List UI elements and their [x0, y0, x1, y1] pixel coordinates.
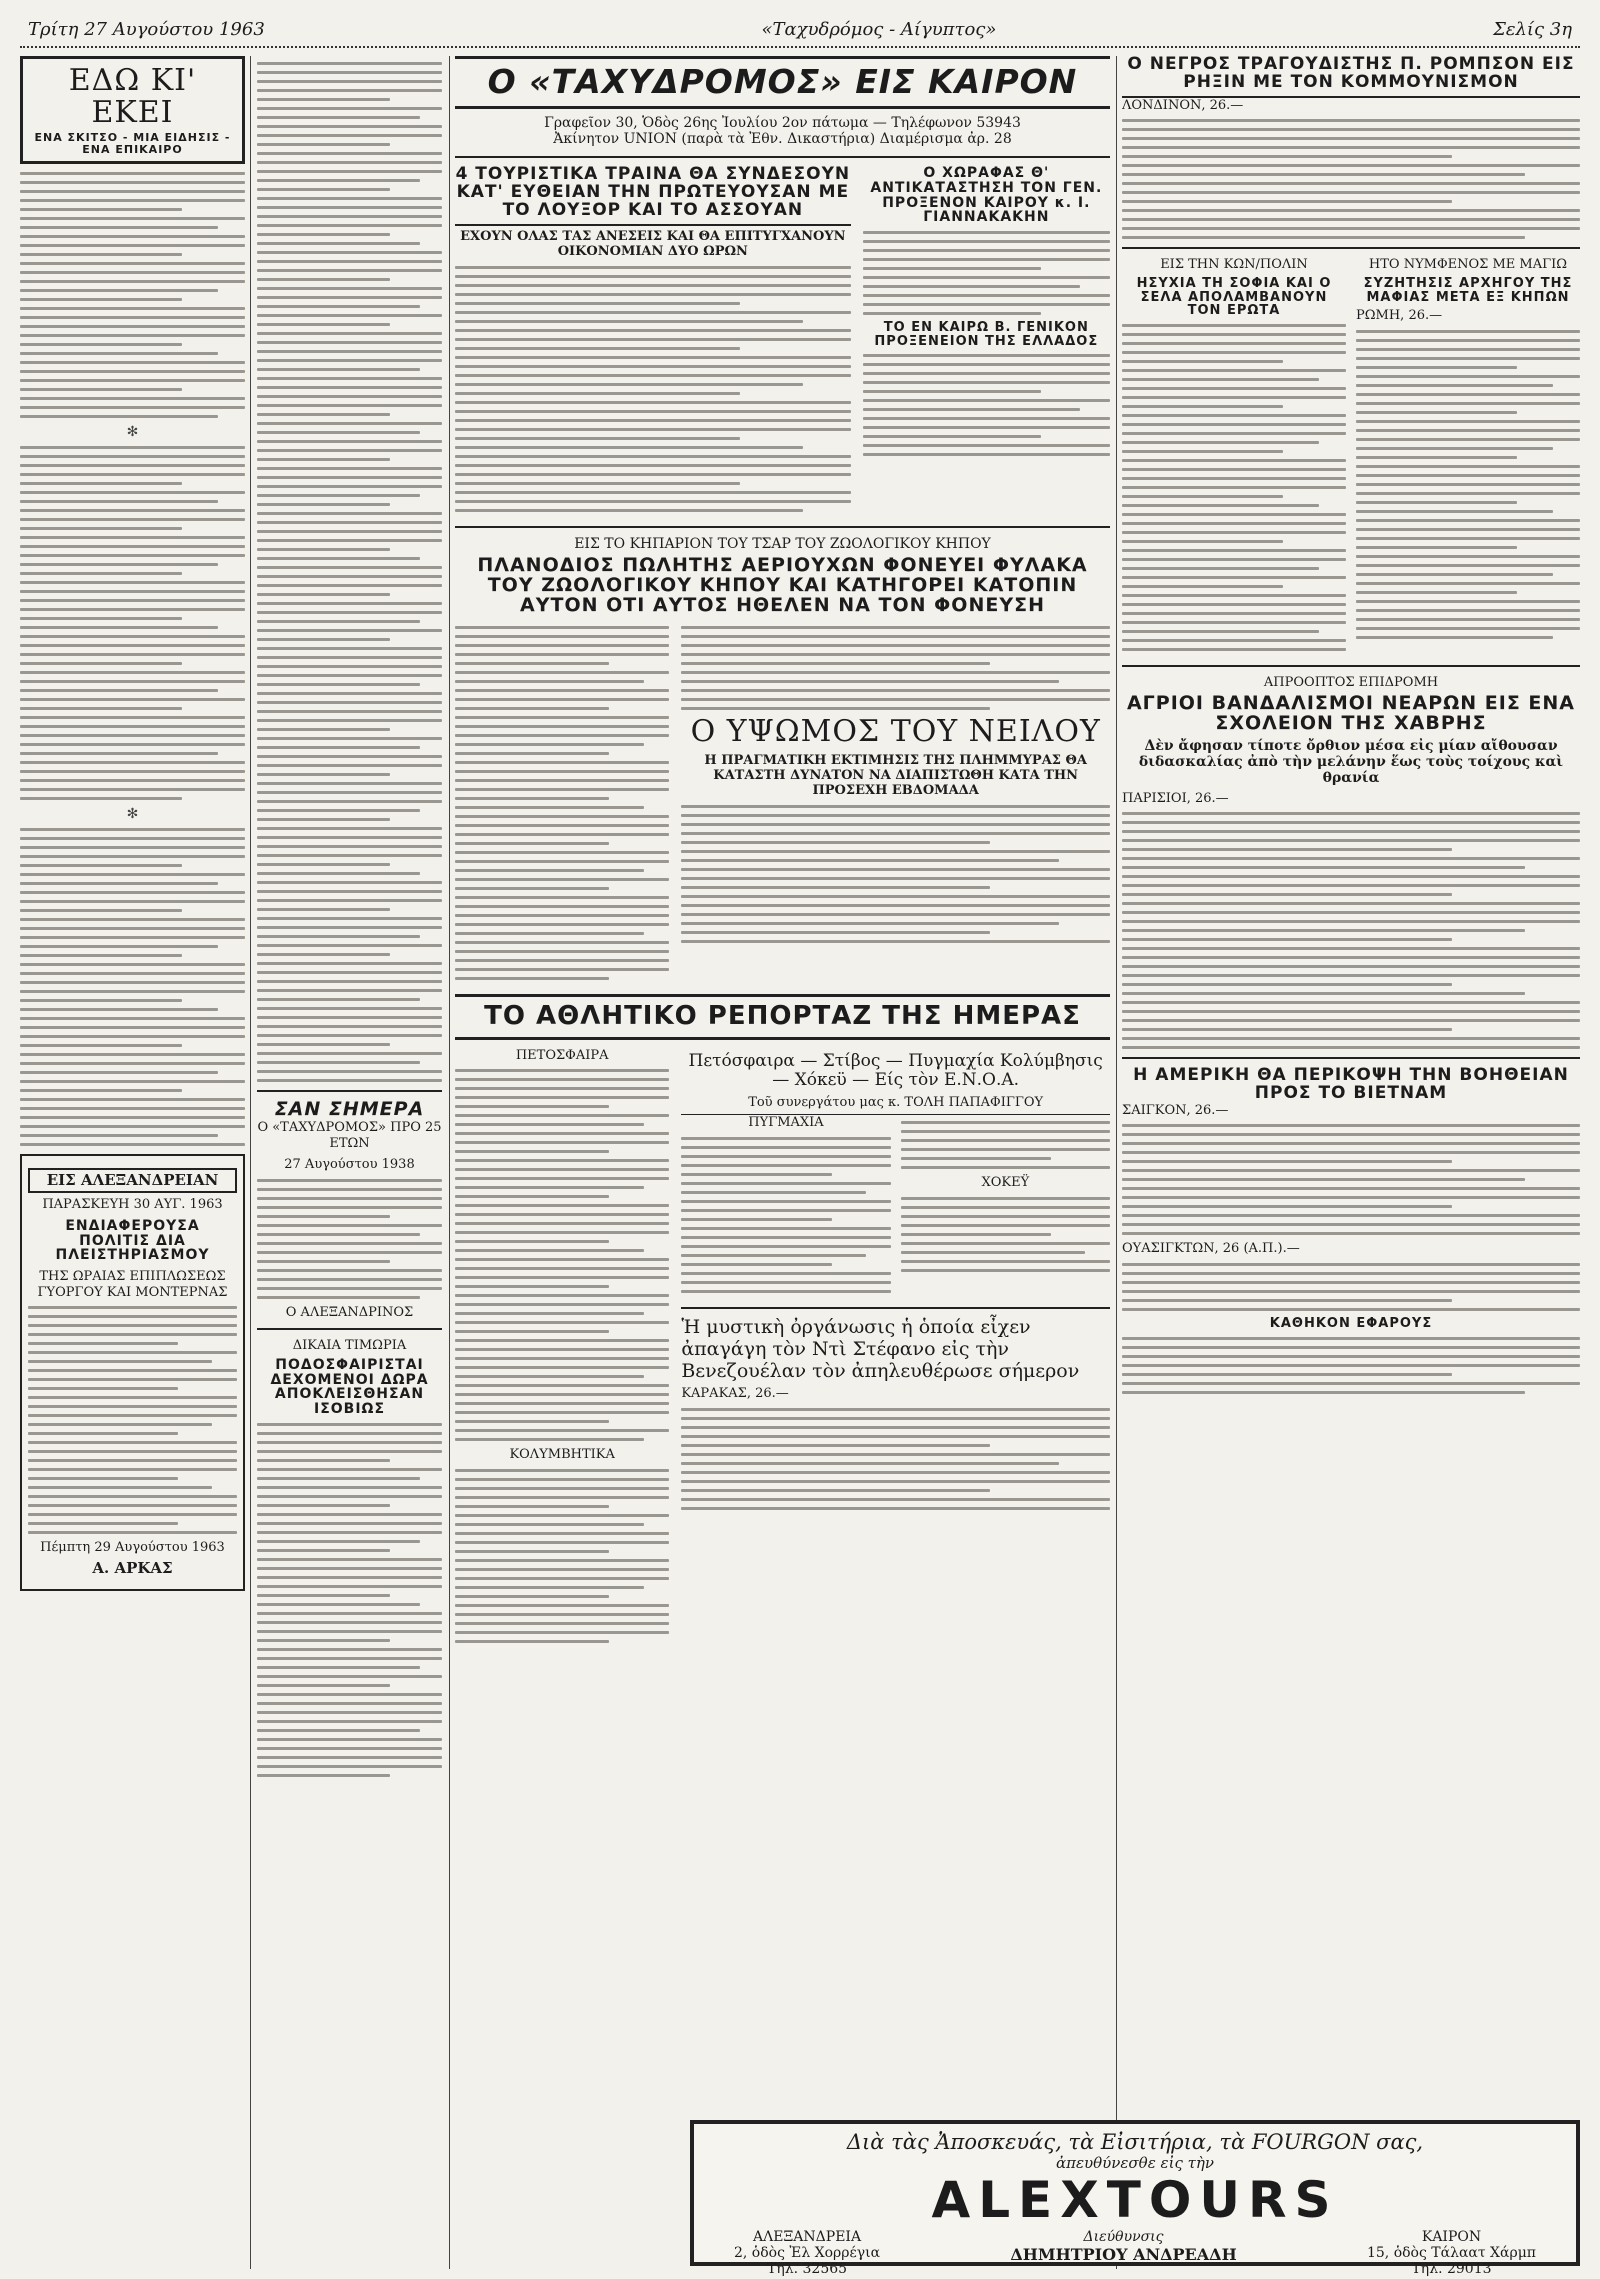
sport-boxing-label: ΠΥΓΜΑΧΙΑ — [748, 1115, 824, 1131]
today-signature: Ο ΑΛΕΞΑΝΔΡΙΝΟΣ — [285, 1304, 414, 1320]
sport-swim: ΚΟΛΥΜΒΗΤΙΚΑ — [509, 1447, 615, 1463]
robeson-place: ΛΟΝΔΙΝΟΝ, 26.— — [1122, 97, 1244, 113]
ad-right-phone: Τηλ. 29013 — [1411, 2260, 1492, 2277]
today-subtitle: Ο «ΤΑΧΥΔΡΟΜΟΣ» ΠΡΟ 25 ΕΤΩΝ — [257, 1119, 442, 1151]
nile-subtitle: Η ΠΡΑΓΜΑΤΙΚΗ ΕΚΤΙΜΗΣΙΣ ΤΗΣ ΠΛΗΜΜΥΡΑΣ ΘΑ ΚΑΤΑΣΤΗ ΔΥΝΑΤΟΝ ΝΑ ΔΙΑΠΙΣΤΩΘΗ ΚΑΤΑ ΤΗΝ ΠΡΟΣΕΧΗ ΕΒΔΟΜΑΔΑ — [704, 752, 1087, 798]
zoo-body-2 — [681, 626, 1110, 710]
lead-article — [455, 166, 851, 517]
auction-body — [28, 1306, 237, 1534]
consulate-body — [863, 354, 1110, 456]
issue-date: Τρίτη 27 Αυγούστου 1963 — [20, 19, 273, 40]
office-address: Γραφεῖον 30, Ὁδὸς 26ης Ἰουλίου 2ον πάτωμα — Τηλέφωνον 53943 — [544, 114, 1021, 131]
washington-place: ΟΥΑΣΙΓΚΤΩΝ, 26 (Α.Π.).— — [1122, 1241, 1300, 1257]
column-rule — [250, 56, 251, 2269]
attack-kicker: ΑΠΡΟΟΠΤΟΣ ΕΠΙΔΡΟΜΗ — [1263, 674, 1439, 690]
kpoli-kicker: ΕΙΣ ΤΗΝ ΚΩΝ/ΠΟΛΙΝ — [1160, 257, 1308, 273]
sport-body-2 — [455, 1469, 669, 1643]
mafia-body — [1356, 330, 1580, 639]
ad-right-city: ΚΑΙΡΟΝ — [1421, 2228, 1482, 2245]
separator-star: ✻ — [126, 806, 139, 823]
column-rule — [1116, 56, 1117, 2269]
divider — [681, 1307, 1110, 1309]
duty-body — [1122, 1337, 1580, 1394]
paper-name: «Ταχυδρόμος - Αίγυπτος» — [753, 19, 1004, 40]
divider — [1122, 247, 1580, 249]
column-rule — [449, 56, 450, 2269]
ad-line-1: Διὰ τὰς Ἀποσκευάς, τὰ Εἰσιτήρια, τὰ FOURGON σας, — [846, 2130, 1424, 2154]
sport-hockey — [901, 1115, 1110, 1299]
sport-body — [455, 1069, 669, 1441]
justice-body — [257, 1423, 442, 1777]
venezuela-place: ΚΑΡΑΚΑΣ, 26.— — [681, 1386, 789, 1402]
auction-date-2: Πέμπτη 29 Αυγούστου 1963 — [40, 1540, 225, 1556]
robeson-title: Ο ΝΕΓΡΟΣ ΤΡΑΓΟΥΔΙΣΤΗΣ Π. ΡΟΜΠΣΟΝ ΕΙΣ ΡΗΞΙΝ ΜΕ ΤΟΝ ΚΟΜΜΟΥΝΙΣΜΟΝ — [1122, 56, 1580, 98]
lead-row — [455, 166, 1110, 517]
venezuela-body — [681, 1408, 1110, 1510]
office-address-2: Ἀκίνητον UNION (παρὰ τὰ Ἐθν. Δικαστήρια) Διαμέρισμα ἀρ. 28 — [553, 131, 1012, 148]
column-2 — [257, 56, 442, 2269]
auction-venue: ΤΗΣ ΩΡΑΙΑΣ ΕΠΙΠΛΩΣΕΩΣ ΓΥΟΡΓΟΥ ΚΑΙ ΜΟΝΤΕΡΝΑΣ — [37, 1269, 228, 1300]
nile-body — [681, 805, 1110, 943]
nile-title: Ο ΥΨΩΜΟΣ ΤΟΥ ΝΕΙΛΟΥ — [690, 714, 1101, 750]
ad-left-phone: Τηλ. 32565 — [767, 2260, 848, 2277]
zoo-body — [455, 620, 669, 986]
attack-place: ΠΑΡΙΣΙΟΙ, 26.— — [1122, 790, 1229, 806]
ad-left-city: ΑΛΕΞΑΝΔΡΕΙΑ — [753, 2228, 862, 2245]
attack-title: ΑΓΡΙΟΙ ΒΑΝΔΑΛΙΣΜΟΙ ΝΕΑΡΩΝ ΕΙΣ ΕΝΑ ΣΧΟΛΕΙΟΝ ΤΗΣ ΧΑΒΡΗΣ — [1126, 692, 1576, 735]
column-title: ΕΔΩ ΚΙ' ΕΚΕΙ — [68, 63, 197, 130]
sport-hockey-body — [901, 1121, 1110, 1169]
zoo-columns — [455, 620, 1110, 986]
auction-organizer: Α. ΑΡΚΑΣ — [92, 1558, 173, 1577]
article-body — [20, 828, 245, 1146]
ad-right — [1367, 2229, 1536, 2277]
sport-right — [681, 1048, 1110, 1649]
col4-split — [1122, 257, 1580, 657]
column-4 — [1122, 56, 1580, 2269]
consul-body — [863, 231, 1110, 315]
article-body — [20, 172, 245, 418]
sport-author: Τοῦ συνεργάτου μας κ. ΤΟΛΗ ΠΑΠΑΦΙΓΓΟΥ — [681, 1095, 1110, 1116]
sport-right-cols — [681, 1115, 1110, 1299]
today-body — [257, 1179, 442, 1299]
auction-notice — [20, 1154, 245, 1591]
robeson-body — [1122, 119, 1580, 239]
vietnam-title: Η ΑΜΕΡΙΚΗ ΘΑ ΠΕΡΙΚΟΨΗ ΤΗΝ ΒΟΗΘΕΙΑΝ ΠΡΟΣ ΤΟ ΒΙΕΤΝΑΜ — [1133, 1065, 1569, 1103]
consul-title: Ο ΧΩΡΑΦΑΣ Θ' ΑΝΤΙΚΑΤΑΣΤΗΣΗ ΤΟΝ ΓΕΝ. ΠΡΟΞΕΝΟΝ ΚΑΙΡΟΥ κ. Ι. ΓΙΑΝΝΑΚΑΚΗΝ — [870, 165, 1103, 226]
sport-title: ΤΟ ΑΘΛΗΤΙΚΟ ΡΕΠΟΡΤΑΖ ΤΗΣ ΗΜΕΡΑΣ — [455, 994, 1110, 1039]
today-date: 27 Αυγούστου 1938 — [284, 1157, 415, 1173]
today-title: ΣΑΝ ΣΗΜΕΡΑ — [274, 1098, 425, 1120]
masthead: Ο «ΤΑΧΥΔΡΟΜΟΣ» ΕΙΣ ΚΑΙΡΟΝ — [455, 56, 1110, 109]
venezuela-title: Ἡ μυστικὴ ὀργάνωσις ἡ ὁποία εἶχεν ἀπαγάγη τὸν Ντὶ Στέφανο εἰς τὴν Βενεζουέλαν τὸν ἀπηλευθέρωσε σήμερον — [681, 1315, 1080, 1382]
auction-heading: ΕΝΔΙΑΦΕΡΟΥΣΑ ΠΟΛΙΤΙΣ ΔΙΑ ΠΛΕΙΣΤΗΡΙΑΣΜΟΥ — [55, 1217, 210, 1264]
sport-hockey-body-2 — [901, 1197, 1110, 1272]
divider — [257, 1090, 442, 1092]
justice-kicker: ΔΙΚΑΙΑ ΤΙΜΩΡΙΑ — [292, 1338, 407, 1354]
ad-footer — [694, 2229, 1576, 2277]
column-title-box — [20, 56, 245, 164]
ad-management-label: Διεύθυνσις — [1083, 2228, 1164, 2245]
zoo-kicker: ΕΙΣ ΤΟ ΚΗΠΑΡΙΟΝ ΤΟΥ ΤΣΑΡ ΤΟΥ ΖΩΟΛΟΓΙΚΟΥ ΚΗΠΟΥ — [574, 535, 991, 552]
zoo-right — [681, 620, 1110, 986]
washington-body — [1122, 1263, 1580, 1311]
column-subtitle: ΕΝΑ ΣΚΙΤΣΟ - ΜΙΑ ΕΙΔΗΣΙΣ - ΕΝΑ ΕΠΙΚΑΙΡΟ — [34, 131, 231, 156]
kpoli-title: ΗΣΥΧΙΑ ΤΗ ΣΟΦΙΑ ΚΑΙ Ο ΣΕΛΑ ΑΠΟΛΑΜΒΑΝΟΥΝ ΤΟΝ ΕΡΩΤΑ — [1136, 275, 1332, 319]
justice-title: ΠΟΔΟΣΦΑΙΡΙΣΤΑΙ ΔΕΧΟΜΕΝΟΙ ΔΩΡΑ ΑΠΟΚΛΕΙΣΘΗΣΑΝ ΙΣΟΒΙΩΣ — [270, 1356, 429, 1417]
ad-manager-name: ΔΗΜΗΤΡΙΟΥ ΑΝΔΡΕΑΔΗ — [1010, 2244, 1237, 2264]
ad-right-address: 15, ὁδὸς Τάλαατ Χάρμπ — [1366, 2244, 1536, 2261]
lead-subtitle: ΕΧΟΥΝ ΟΛΑΣ ΤΑΣ ΑΝΕΣΕΙΣ ΚΑΙ ΘΑ ΕΠΙΤΥΓΧΑΝΟΥΝ ΟΙΚΟΝΟΜΙΑΝ ΔΥΟ ΩΡΩΝ — [460, 228, 846, 259]
sport-volley: ΠΕΤΟΣΦΑΙΡΑ — [515, 1047, 609, 1063]
vietnam-place: ΣΑΙΓΚΟΝ, 26.— — [1122, 1102, 1229, 1118]
page-header — [20, 12, 1580, 48]
sport-boxing-body — [681, 1137, 890, 1293]
consulate-title: ΤΟ ΕΝ ΚΑΙΡΩ Β. ΓΕΝΙΚΟΝ ΠΡΟΞΕΝΕΙΟΝ ΤΗΣ ΕΛΛΑΔΟΣ — [874, 319, 1099, 349]
column-3 — [455, 56, 1110, 2269]
page-number: Σελίς 3η — [1485, 19, 1580, 40]
alextours-advertisement — [690, 2120, 1580, 2277]
divider — [455, 156, 1110, 158]
consul-article — [863, 166, 1110, 517]
ad-left — [734, 2229, 880, 2277]
sport-left — [455, 1048, 669, 1649]
divider — [1122, 1057, 1580, 1059]
kpoli-article — [1122, 257, 1346, 657]
lead-body — [455, 266, 851, 512]
mafia-title: ΣΥΖΗΤΗΣΙΣ ΑΡΧΗΓΟΥ ΤΗΣ ΜΑΦΙΑΣ ΜΕΤΑ ΕΞ ΚΗΠΩΝ — [1363, 275, 1573, 305]
ad-middle — [1010, 2229, 1236, 2277]
sport-columns — [455, 1048, 1110, 1649]
zoo-title: ΠΛΑΝΟΔΙΟΣ ΠΩΛΗΤΗΣ ΑΕΡΙΟΥΧΩΝ ΦΟΝΕΥΕΙ ΦΥΛΑΚΑ ΤΟΥ ΖΩΟΛΟΓΙΚΟΥ ΚΗΠΟΥ ΚΑΙ ΚΑΤΗΓΟΡΕΙ ΚΑΤΟΠΙΝ ΑΥΤΟΝ ΟΤΙ ΑΥΤΟΣ ΗΘΕΛΕΝ ΝΑ ΤΟΝ ΦΟΝΕΥΣΗ — [477, 554, 1088, 617]
column-1 — [20, 56, 245, 2269]
separator-star: ✻ — [126, 424, 139, 441]
divider — [455, 526, 1110, 528]
attack-body — [1122, 812, 1580, 1049]
divider — [257, 1328, 442, 1330]
sport-hockey-label: ΧΟΚΕΫ — [981, 1175, 1030, 1191]
mafia-place: ΡΩΜΗ, 26.— — [1356, 308, 1443, 324]
sport-boxing — [681, 1115, 890, 1299]
auction-city: ΕΙΣ ΑΛΕΞΑΝΔΡΕΙΑΝ — [28, 1168, 237, 1193]
sport-subtitle: Πετόσφαιρα — Στίβος — Πυγμαχία Κολύμβησις — Χόκεϋ — Είς τὸν Ε.Ν.Ο.Α. — [688, 1050, 1103, 1091]
lead-title: 4 ΤΟΥΡΙΣΤΙΚΑ ΤΡΑΙΝΑ ΘΑ ΣΥΝΔΕΣΟΥΝ ΚΑΤ' ΕΥΘΕΙΑΝ ΤΗΝ ΠΡΩΤΕΥΟΥΣΑΝ ΜΕ ΤΟ ΛΟΥΞΟΡ ΚΑΙ ΤΟ ΑΣΣΟΥΑΝ — [455, 166, 851, 226]
article-body — [257, 62, 442, 1082]
ad-left-address: 2, ὁδὸς Ἐλ Χορρέγια — [734, 2244, 881, 2261]
duty-title: ΚΑΘΗΚΟΝ ΕΦΑΡΟΥΣ — [1269, 1316, 1433, 1332]
ad-line-2: ἀπευθύνεσθε εἰς τὴν — [1055, 2154, 1215, 2172]
vietnam-body — [1122, 1124, 1580, 1235]
article-body — [20, 446, 245, 800]
divider — [1122, 665, 1580, 667]
kpoli-body — [1122, 324, 1346, 651]
ad-brand: ALEXTOURS — [931, 2171, 1339, 2229]
auction-date: ΠΑΡΑΣΚΕΥΗ 30 ΑΥΓ. 1963 — [42, 1197, 223, 1213]
mafia-article — [1356, 257, 1580, 657]
attack-subtitle: Δὲν ἄφησαν τίποτε ὄρθιον μέσα εἰς μίαν αἴθουσαν διδασκαλίας ἀπὸ τὴν μελάνην ἕως τοὺς τοίχους καὶ θρανία — [1138, 738, 1564, 787]
mafia-kicker: ΗΤΟ ΝΥΜΦΕΝΟΣ ΜΕ ΜΑΓΙΩ — [1368, 257, 1568, 273]
